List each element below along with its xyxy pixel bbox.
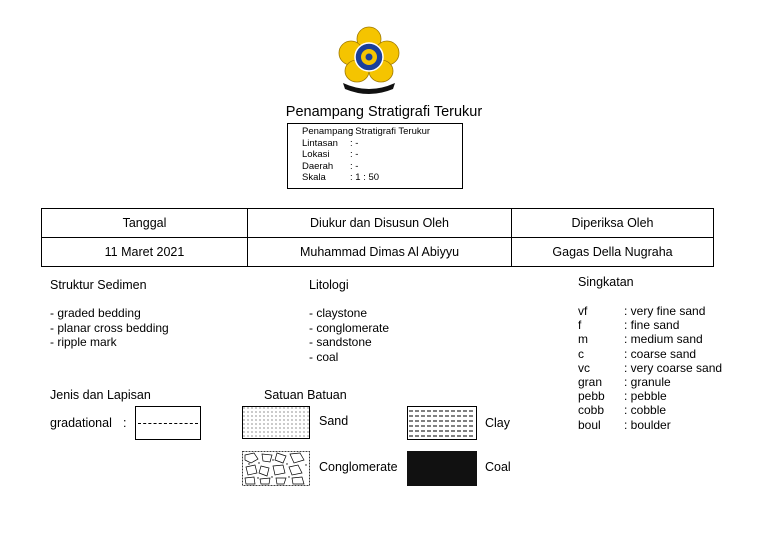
clay-pattern <box>407 406 477 440</box>
clay-dashes-icon <box>407 406 477 440</box>
cell-date: 11 Maret 2021 <box>42 238 248 267</box>
university-logo <box>335 25 403 97</box>
abbr: c <box>578 346 584 361</box>
abbr-desc: : cobble <box>624 403 667 418</box>
abbr-desc: : boulder <box>624 417 671 432</box>
info-key: Lokasi <box>302 149 330 161</box>
header-tanggal: Tanggal <box>42 209 248 238</box>
gradational-label: gradational <box>50 416 112 430</box>
conglomerate-label: Conglomerate <box>319 460 398 474</box>
info-key: Penampang <box>302 126 354 137</box>
document-title: Penampang Stratigrafi Terukur <box>285 104 483 120</box>
list-item: - graded bedding <box>50 306 141 320</box>
list-item <box>578 347 722 361</box>
info-key: Daerah <box>302 160 334 172</box>
abbr: f <box>578 318 582 333</box>
satuan-heading: Satuan Batuan <box>264 388 347 402</box>
list-item <box>578 418 722 432</box>
conglomerate-clasts-icon <box>242 451 310 486</box>
list-item: - sandstone <box>309 335 372 349</box>
abbr-desc: : pebble <box>624 389 667 404</box>
abbr: cobb <box>578 403 605 418</box>
sand-pattern <box>242 406 310 439</box>
abbr: pebb <box>578 389 605 404</box>
abbr-desc: : very coarse sand <box>624 360 723 375</box>
abbr: m <box>578 332 588 347</box>
table-header-row <box>42 209 714 238</box>
coal-pattern <box>407 451 477 486</box>
info-value: : Stratigrafi Terukur <box>350 126 431 137</box>
singkatan-heading: Singkatan <box>578 275 634 289</box>
list-item: - claystone <box>309 306 368 320</box>
coal-fill-icon <box>407 451 477 486</box>
info-value: : 1 : 50 <box>350 172 380 184</box>
abbr-desc: : medium sand <box>624 332 703 347</box>
info-key: Lintasan <box>302 137 338 149</box>
info-value: : - <box>350 149 359 161</box>
cell-checker: Gagas Della Nugraha <box>512 238 714 267</box>
list-item <box>578 332 722 346</box>
header-diperiksa: Diperiksa Oleh <box>512 209 714 238</box>
gradational-colon: : <box>123 416 127 430</box>
struktur-list <box>50 306 169 350</box>
abbr-desc: : coarse sand <box>624 346 697 361</box>
litologi-list <box>309 306 389 364</box>
sand-label: Sand <box>319 414 349 428</box>
list-item <box>578 403 722 417</box>
list-item: - conglomerate <box>309 320 390 335</box>
abbr: boul <box>578 417 601 432</box>
info-value: : - <box>350 137 359 149</box>
list-item: - coal <box>309 349 339 364</box>
list-item <box>578 304 722 318</box>
abbr: vc <box>578 360 590 375</box>
table-row <box>42 238 714 267</box>
abbr: vf <box>578 304 588 318</box>
section-info-box <box>287 123 463 189</box>
list-item <box>578 389 722 403</box>
struktur-heading: Struktur Sedimen <box>50 278 147 292</box>
singkatan-list <box>578 304 722 432</box>
jenis-heading: Jenis dan Lapisan <box>50 388 151 402</box>
signature-table <box>41 208 714 267</box>
litologi-heading: Litologi <box>309 278 349 292</box>
info-value: : - <box>350 160 359 172</box>
clay-label: Clay <box>485 416 511 430</box>
list-item: - ripple mark <box>50 335 117 349</box>
cell-author: Muhammad Dimas Al Abiyyu <box>248 238 512 267</box>
gradational-dashed-line <box>138 423 198 424</box>
abbr: gran <box>578 375 603 390</box>
coal-label: Coal <box>485 460 511 474</box>
header-disusun: Diukur dan Disusun Oleh <box>248 209 512 238</box>
info-key: Skala <box>302 172 326 184</box>
list-item <box>578 375 722 389</box>
sand-dots-icon <box>242 406 310 439</box>
abbr-desc: : very fine sand <box>624 304 706 318</box>
abbr-desc: : fine sand <box>624 318 680 333</box>
gradational-symbol <box>135 406 201 440</box>
abbr-desc: : granule <box>624 375 671 390</box>
list-item <box>578 318 722 332</box>
conglomerate-pattern <box>242 451 310 486</box>
list-item <box>578 361 722 375</box>
list-item: - planar cross bedding <box>50 320 169 335</box>
emblem-icon <box>335 25 403 97</box>
